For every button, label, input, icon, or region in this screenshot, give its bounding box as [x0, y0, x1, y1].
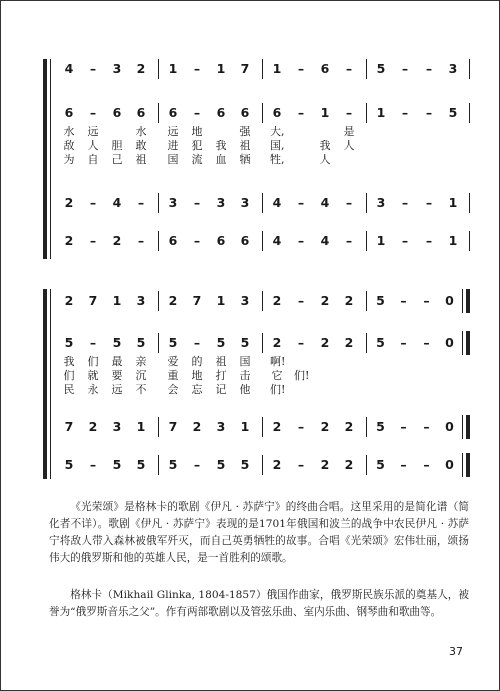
- note: 0: [445, 335, 454, 350]
- lyrics-verse-1: [57, 355, 471, 369]
- note: 6: [136, 105, 146, 120]
- note: 0: [445, 293, 454, 308]
- note: 5: [168, 335, 178, 350]
- note: –: [400, 293, 407, 308]
- barline: [366, 333, 367, 353]
- system-bracket: [43, 289, 47, 479]
- note: 2: [344, 335, 354, 350]
- note: 5: [448, 105, 458, 120]
- note: –: [89, 233, 97, 248]
- note: 3: [168, 195, 178, 210]
- note: –: [89, 195, 97, 210]
- note: 5: [168, 457, 178, 472]
- system-bracket: [43, 59, 47, 259]
- lyric: [294, 125, 308, 139]
- final-barline-thick: [466, 453, 470, 477]
- barline: [469, 193, 470, 213]
- lyric: 大,: [270, 125, 285, 138]
- barline: [262, 59, 263, 79]
- barline: [158, 291, 159, 311]
- note: 1: [112, 293, 122, 308]
- lyric: 为: [63, 153, 75, 166]
- lyric: 祖: [215, 355, 227, 368]
- staff-alto: [57, 335, 471, 351]
- note: 2: [320, 293, 330, 308]
- final-barline-thin: [462, 289, 463, 313]
- note: –: [423, 419, 430, 434]
- barline: [366, 455, 367, 475]
- note: 6: [64, 105, 74, 120]
- lyric: [294, 383, 308, 397]
- note: –: [423, 293, 430, 308]
- lyric: 的: [191, 355, 203, 368]
- note: 6: [168, 233, 178, 248]
- note: 5: [64, 457, 74, 472]
- note: 5: [376, 61, 386, 76]
- note: 1: [168, 61, 178, 76]
- note: 4: [320, 233, 330, 248]
- note: –: [425, 105, 433, 120]
- note: 2: [320, 457, 330, 472]
- barline: [366, 193, 367, 213]
- system-line: [50, 289, 51, 479]
- lyric: 们: [63, 369, 75, 382]
- note: –: [401, 105, 409, 120]
- paragraph-composer: 格林卡（Mikhail Glinka, 1804-1857）俄国作曲家，俄罗斯民族乐派的奠基人，被誉为“俄罗斯音乐之父”。作有两部歌剧以及管弦乐曲、室内乐曲、钢琴曲和歌曲等。: [49, 589, 469, 618]
- note: –: [345, 233, 353, 248]
- lyric: [294, 153, 308, 167]
- lyric: 水: [63, 125, 75, 138]
- lyric: 永: [87, 383, 99, 396]
- note: 4: [272, 233, 282, 248]
- note: 1: [216, 293, 226, 308]
- lyric: 最: [111, 355, 123, 368]
- note: 3: [376, 195, 386, 210]
- barline: [158, 455, 159, 475]
- note: –: [425, 195, 433, 210]
- lyric: 啊!: [270, 355, 286, 368]
- note: –: [193, 457, 201, 472]
- note: 5: [240, 335, 250, 350]
- note: 1: [448, 233, 458, 248]
- note: 5: [216, 335, 226, 350]
- barline: [469, 59, 470, 79]
- note: –: [423, 335, 430, 350]
- staff-soprano: [57, 293, 471, 309]
- note: –: [193, 61, 201, 76]
- note: –: [297, 61, 305, 76]
- lyric: 是: [343, 125, 355, 138]
- note: 1: [448, 195, 458, 210]
- note: 2: [320, 419, 330, 434]
- lyrics-verse-1: [57, 125, 471, 139]
- lyric: 血: [215, 153, 227, 166]
- lyric: 我: [215, 139, 227, 152]
- note: –: [297, 457, 305, 472]
- note: –: [297, 293, 305, 308]
- note: 5: [136, 335, 146, 350]
- note: –: [89, 335, 97, 350]
- note: 4: [320, 195, 330, 210]
- note: 7: [240, 61, 250, 76]
- lyric: 他: [239, 383, 251, 396]
- note: 1: [320, 105, 330, 120]
- lyric: 要: [111, 369, 123, 382]
- note: 5: [376, 457, 385, 472]
- note: –: [193, 105, 201, 120]
- note: –: [193, 233, 201, 248]
- lyric: 己: [111, 153, 123, 166]
- note: 1: [272, 61, 282, 76]
- score-system-1: [43, 59, 471, 259]
- note: 2: [88, 419, 98, 434]
- note: –: [423, 457, 430, 472]
- note: 6: [216, 233, 226, 248]
- note: 2: [344, 419, 354, 434]
- note: 1: [240, 419, 250, 434]
- note: 2: [344, 293, 354, 308]
- note: 7: [88, 293, 98, 308]
- note: –: [401, 233, 409, 248]
- lyric: 亲: [135, 355, 147, 368]
- note: –: [425, 233, 433, 248]
- lyric: 国: [239, 355, 251, 368]
- note: 6: [240, 233, 250, 248]
- final-barline-thin: [462, 415, 463, 439]
- note: –: [297, 105, 305, 120]
- barline: [469, 103, 470, 123]
- lyric: 不: [135, 383, 147, 396]
- note: 2: [168, 293, 178, 308]
- staff-alto: [57, 105, 471, 121]
- note: 5: [216, 457, 226, 472]
- lyric: [110, 125, 124, 139]
- note: 6: [216, 105, 226, 120]
- note: 2: [136, 61, 146, 76]
- lyrics-verse-2: [57, 139, 471, 153]
- lyric: 我: [319, 139, 331, 152]
- note: 7: [64, 419, 74, 434]
- note: 3: [448, 61, 458, 76]
- barline: [469, 231, 470, 251]
- barline: [158, 59, 159, 79]
- note: –: [401, 61, 409, 76]
- barline: [366, 231, 367, 251]
- barline: [158, 193, 159, 213]
- lyric: 牺: [239, 153, 251, 166]
- lyric: 我: [63, 355, 75, 368]
- lyric: [294, 355, 308, 369]
- lyric: 流: [191, 153, 203, 166]
- staff-tenor: [57, 195, 471, 211]
- barline: [158, 333, 159, 353]
- note: –: [137, 195, 145, 210]
- lyric: [294, 139, 308, 153]
- lyric: 地: [191, 369, 203, 382]
- barline: [366, 417, 367, 437]
- lyric: [342, 369, 356, 383]
- note: –: [400, 335, 407, 350]
- note: 5: [240, 457, 250, 472]
- barline: [366, 59, 367, 79]
- lyric: 人: [343, 139, 355, 152]
- note: –: [297, 335, 305, 350]
- note: –: [137, 233, 145, 248]
- note: –: [345, 61, 353, 76]
- lyrics-verse-3: [57, 383, 471, 397]
- note: –: [401, 195, 409, 210]
- note: –: [297, 195, 305, 210]
- barline: [366, 103, 367, 123]
- lyric: 祖: [239, 139, 251, 152]
- lyric: 打: [215, 369, 227, 382]
- lyric: 地: [191, 125, 203, 138]
- barline: [158, 231, 159, 251]
- lyric: 远: [87, 125, 99, 138]
- barline: [262, 333, 263, 353]
- lyric: [318, 369, 332, 383]
- lyric: [214, 125, 228, 139]
- note: 2: [64, 233, 74, 248]
- barline: [262, 291, 263, 311]
- lyric: 们!: [270, 383, 286, 396]
- barline: [262, 455, 263, 475]
- lyric: 记: [215, 383, 227, 396]
- note: –: [400, 419, 407, 434]
- note: 1: [136, 419, 146, 434]
- note: –: [89, 457, 97, 472]
- lyric: 水: [135, 125, 147, 138]
- lyric: 远: [111, 383, 123, 396]
- staff-soprano: [57, 61, 471, 77]
- note: 2: [344, 457, 354, 472]
- note: 2: [320, 335, 330, 350]
- note: 2: [192, 419, 202, 434]
- lyric: 强: [239, 125, 251, 138]
- lyric: [342, 383, 356, 397]
- barline: [366, 291, 367, 311]
- lyric: 人: [319, 153, 331, 166]
- note: 6: [272, 105, 282, 120]
- score-system-2: [43, 289, 471, 479]
- lyrics-verse-2: [57, 369, 471, 383]
- note: 3: [216, 419, 226, 434]
- note: 5: [376, 335, 385, 350]
- note: 1: [376, 105, 386, 120]
- note: 2: [112, 233, 122, 248]
- note: 5: [376, 293, 385, 308]
- note: 3: [136, 293, 146, 308]
- note: 5: [112, 457, 122, 472]
- lyric: 胆: [111, 139, 123, 152]
- lyric: 敢: [135, 139, 147, 152]
- note: 5: [64, 335, 74, 350]
- lyric: 就: [87, 369, 99, 382]
- lyric: 敌: [63, 139, 75, 152]
- lyric: 们: [87, 355, 99, 368]
- note: 0: [445, 419, 454, 434]
- final-barline-thick: [466, 289, 470, 313]
- barline: [158, 103, 159, 123]
- note: –: [193, 195, 201, 210]
- barline: [262, 103, 263, 123]
- lyric: [318, 355, 332, 369]
- note: 6: [112, 105, 122, 120]
- page-number: 37: [449, 645, 463, 658]
- lyric: 击: [239, 369, 251, 382]
- note: 7: [168, 419, 178, 434]
- lyric: 祖: [135, 153, 147, 166]
- note: 3: [112, 61, 122, 76]
- note: 2: [272, 335, 282, 350]
- lyric: 民: [63, 383, 75, 396]
- note: 3: [112, 419, 122, 434]
- final-barline-thick: [466, 331, 470, 355]
- lyric: 犯: [191, 139, 203, 152]
- note: –: [297, 419, 305, 434]
- barline: [262, 231, 263, 251]
- note: 5: [136, 457, 146, 472]
- note: –: [345, 105, 353, 120]
- lyric: 牲,: [270, 153, 285, 166]
- note: 2: [272, 457, 282, 472]
- note: 2: [64, 293, 74, 308]
- note: 5: [112, 335, 122, 350]
- final-barline-thick: [466, 415, 470, 439]
- staff-bass: [57, 457, 471, 473]
- lyric: 爱: [167, 355, 179, 368]
- note: 4: [64, 61, 74, 76]
- final-barline-thin: [462, 453, 463, 477]
- note: 2: [272, 293, 282, 308]
- staff-bass: [57, 233, 471, 249]
- lyrics-verse-3: [57, 153, 471, 167]
- lyric: 进: [167, 139, 179, 152]
- note: 6: [168, 105, 178, 120]
- note: 3: [216, 195, 226, 210]
- note: 3: [240, 195, 250, 210]
- final-barline-thin: [462, 331, 463, 355]
- note: 3: [240, 293, 250, 308]
- lyric: [342, 355, 356, 369]
- note: –: [400, 457, 407, 472]
- note: 6: [240, 105, 250, 120]
- lyric: [318, 383, 332, 397]
- lyric: 沉: [135, 369, 147, 382]
- note: 5: [376, 419, 385, 434]
- note: 0: [445, 457, 454, 472]
- lyric: [342, 153, 356, 167]
- note: –: [193, 335, 201, 350]
- barline: [262, 193, 263, 213]
- note: 4: [272, 195, 282, 210]
- staff-tenor: [57, 419, 471, 435]
- lyric: [318, 125, 332, 139]
- note: 7: [192, 293, 202, 308]
- lyric: 它: [271, 369, 283, 382]
- note: 2: [272, 419, 282, 434]
- lyric: 自: [87, 153, 99, 166]
- note: 1: [376, 233, 386, 248]
- note: –: [345, 195, 353, 210]
- note: –: [89, 105, 97, 120]
- lyric: 国: [167, 153, 179, 166]
- note: –: [425, 61, 433, 76]
- note: 4: [112, 195, 122, 210]
- lyric: 们!: [294, 369, 310, 382]
- note: 2: [64, 195, 74, 210]
- lyric: 会: [167, 383, 179, 396]
- paragraph-intro: 《光荣颂》是格林卡的歌剧《伊凡 · 苏萨宁》的终曲合唱。这里采用的是简化谱（简化者不详）。歌剧《伊凡 · 苏萨宁》表现的是1701年俄国和波兰的战争中农民伊凡 · 苏萨宁将敌人带入森林被俄军歼灭，而自己英勇牺牲的故事。合唱《光荣颂》宏伟壮丽，颂扬伟大的俄罗斯和他的英雄人民，是一首胜利的颂歌。: [49, 501, 469, 564]
- barline: [158, 417, 159, 437]
- note: –: [297, 233, 305, 248]
- note: –: [89, 61, 97, 76]
- note: 6: [320, 61, 330, 76]
- system-line: [50, 59, 51, 259]
- lyric: 国,: [270, 139, 285, 152]
- lyric: 人: [87, 139, 99, 152]
- lyric: 重: [167, 369, 179, 382]
- lyric: 忘: [191, 383, 203, 396]
- lyric: 远: [167, 125, 179, 138]
- note: 1: [216, 61, 226, 76]
- barline: [262, 417, 263, 437]
